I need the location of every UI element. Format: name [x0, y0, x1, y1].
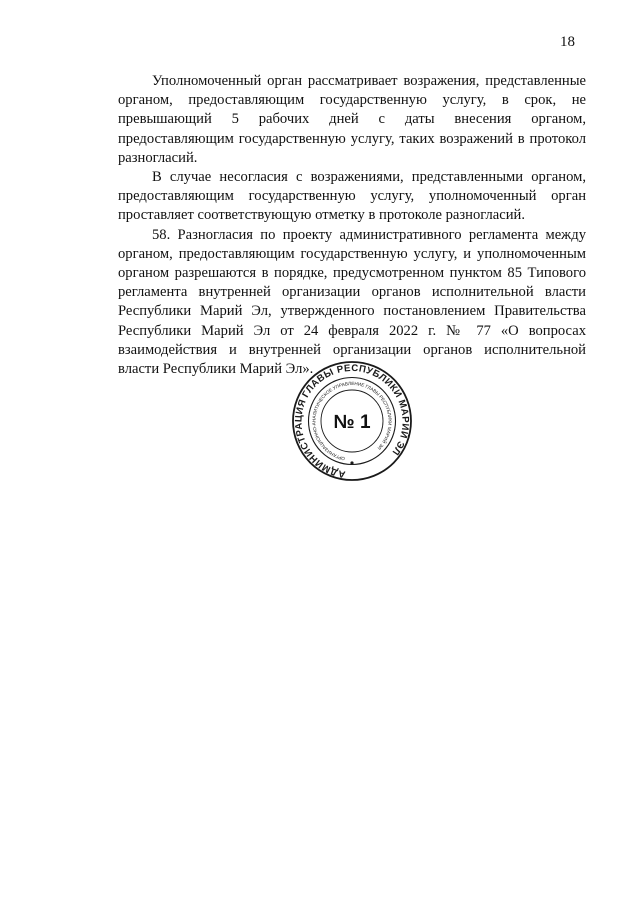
document-body [118, 72, 586, 379]
paragraph-objections-review: Уполномоченный орган рассматривает возражения, представленные органом, предоставляющим государственную услугу, в срок, не превышающий 5 рабочих дней с даты внесения органом, предоставляющим государственную услугу, таких возражений в протокол разногласий. [118, 73, 586, 166]
seal-inner-text: ОРГАНИЗАЦИОННО-АНАЛИТИЧЕСКОЕ УПРАВЛЕНИЕ ГЛАВЫ РЕСПУБЛИКИ МАРИЙ ЭЛ [311, 380, 393, 462]
seal-bottom-dot [350, 461, 353, 464]
official-seal-stamp [283, 360, 421, 482]
page-number: 18 [560, 34, 575, 50]
paragraph-disagreement-mark: В случае несогласия с возражениями, представленными органом, предоставляющим государственную услугу, уполномоченный орган проставляет соответствующую отметку в протоколе разногласий. [118, 169, 586, 224]
paragraph-58-dispute-resolution: 58. Разногласия по проекту административного регламента между органом, предоставляющим государственную услугу, и уполномоченным органом разрешаются в порядке, предусмотренном пунктом 85 Типового регламента внутренней организации органов исполнительной власти Республики Марий Эл, утвержденного постановлением Правительства Республики Марий Эл от 24 февраля 2022 г. № 77 «О вопросах взаимодействия и внутренней организации органов исполнительной власти Республики Марий Эл». [118, 226, 586, 378]
seal-center-number: № 1 [333, 412, 371, 433]
seal-outer-text: АДМИНИСТРАЦИЯ ГЛАВЫ РЕСПУБЛИКИ МАРИЙ ЭЛ [293, 362, 411, 480]
seal-graphic [283, 360, 421, 482]
